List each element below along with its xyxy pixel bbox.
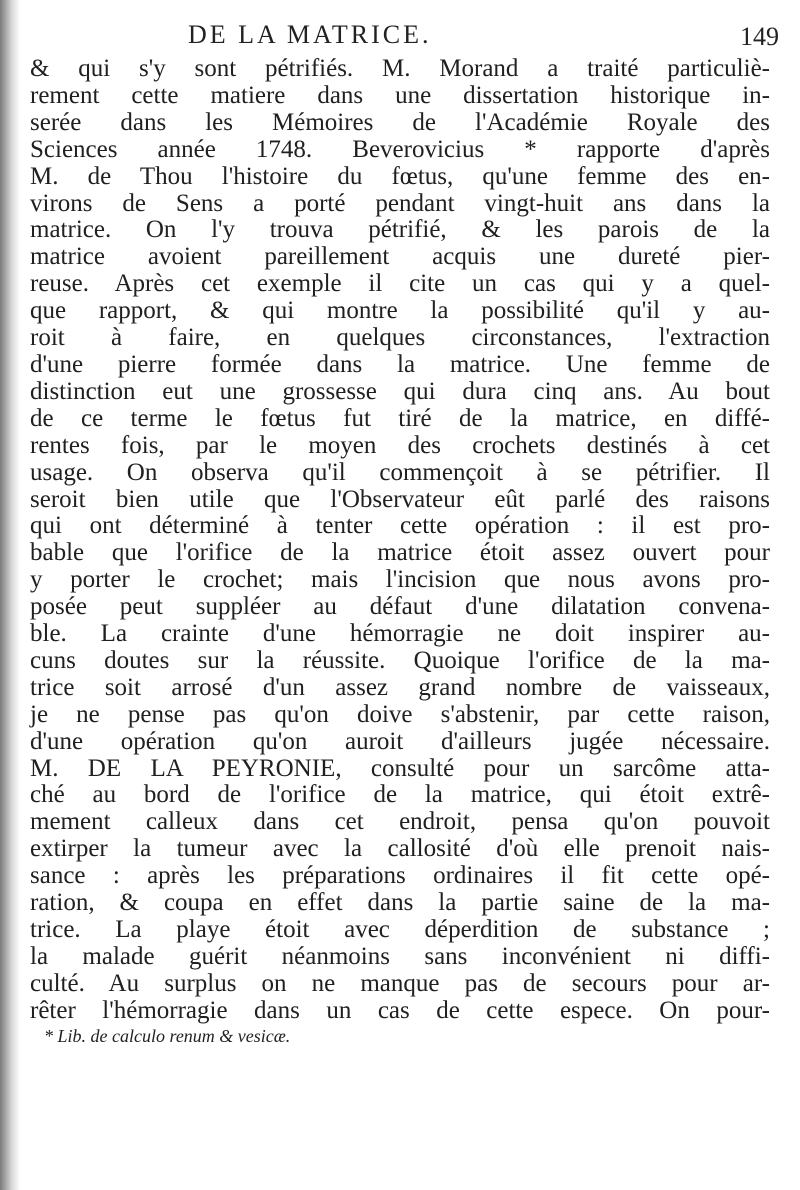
text-line: sance : après les préparations ordinaires il fit cette opé- <box>30 862 770 890</box>
text-line: rêter l'hémorragie dans un cas de cette espece. On pour- <box>30 996 770 1024</box>
text-line: culté. Au surplus on ne manque pas de secours pour ar- <box>30 969 770 997</box>
text-line: serée dans les Mémoires de l'Académie Royale des <box>30 108 770 136</box>
text-line: M. DE LA PEYRONIE, consulté pour un sarcôme atta- <box>30 754 770 782</box>
text-line: trice. La playe étoit avec déperdition de substance ; <box>30 916 770 943</box>
text-line: ché au bord de l'orifice de la matrice, qui étoit extrê- <box>30 781 770 809</box>
running-title: DE LA MATRICE. <box>188 20 432 49</box>
text-line: extirper la tumeur avec la callosité d'où elle prenoit nais- <box>30 835 770 863</box>
text-line: la malade guérit néanmoins sans inconvénient ni diffi- <box>30 942 770 970</box>
text-line: cuns doutes sur la réussite. Quoique l'orifice de la ma- <box>30 646 770 674</box>
text-line: je ne pense pas qu'on doive s'abstenir, par cette raison, <box>30 700 770 728</box>
page-number: 149 <box>740 22 779 51</box>
text-line: distinction eut une grossesse qui dura cinq ans. Au bout <box>30 377 770 405</box>
text-line: reuse. Après cet exemple il cite un cas qui y a quel- <box>30 270 770 298</box>
text-line: ble. La crainte d'une hémorragie ne doit inspirer au- <box>30 620 770 648</box>
text-line: posée peut suppléer au défaut d'une dilatation convena- <box>30 593 770 621</box>
text-line: ration, & coupa en effet dans la partie saine de la ma- <box>30 889 770 917</box>
text-line: d'une opération qu'on auroit d'ailleurs jugée nécessaire. <box>30 727 770 755</box>
body-text <box>30 56 770 1025</box>
text-line: matrice. On l'y trouva pétrifié, & les parois de la <box>30 216 770 244</box>
text-line: virons de Sens a porté pendant vingt-huit ans dans la <box>30 189 770 217</box>
text-line: rement cette matiere dans une dissertation historique in- <box>30 81 770 109</box>
text-line: trice soit arrosé d'un assez grand nombre de vaisseaux, <box>30 673 770 701</box>
text-line: M. de Thou l'histoire du fœtus, qu'une femme des en- <box>30 162 770 190</box>
text-line: qui ont déterminé à tenter cette opération : il est pro- <box>30 512 770 540</box>
text-line: que rapport, & qui montre la possibilité qu'il y au- <box>30 297 770 325</box>
text-line: y porter le crochet; mais l'incision que nous avons pro- <box>30 566 770 594</box>
footnote: * Lib. de calculo renum & vesicæ. <box>44 1026 291 1046</box>
page-gutter-shadow <box>0 0 20 1190</box>
text-line: Sciences année 1748. Beverovicius * rapporte d'après <box>30 135 770 163</box>
text-line: bable que l'orifice de la matrice étoit assez ouvert pour <box>30 539 770 567</box>
text-line: mement calleux dans cet endroit, pensa qu'on pouvoit <box>30 808 770 836</box>
text-line: de ce terme le fœtus fut tiré de la matrice, en diffé- <box>30 404 770 432</box>
text-line: matrice avoient pareillement acquis une dureté pier- <box>30 243 770 271</box>
text-line: usage. On observa qu'il commençoit à se pétrifier. Il <box>30 458 770 486</box>
text-line: d'une pierre formée dans la matrice. Une femme de <box>30 350 770 378</box>
text-line: & qui s'y sont pétrifiés. M. Morand a traité particuliè- <box>30 55 770 82</box>
text-line: rentes fois, par le moyen des crochets destinés à cet <box>30 431 770 459</box>
text-line: seroit bien utile que l'Observateur eût parlé des raisons <box>30 485 770 513</box>
text-line: roit à faire, en quelques circonstances, l'extraction <box>30 324 770 352</box>
